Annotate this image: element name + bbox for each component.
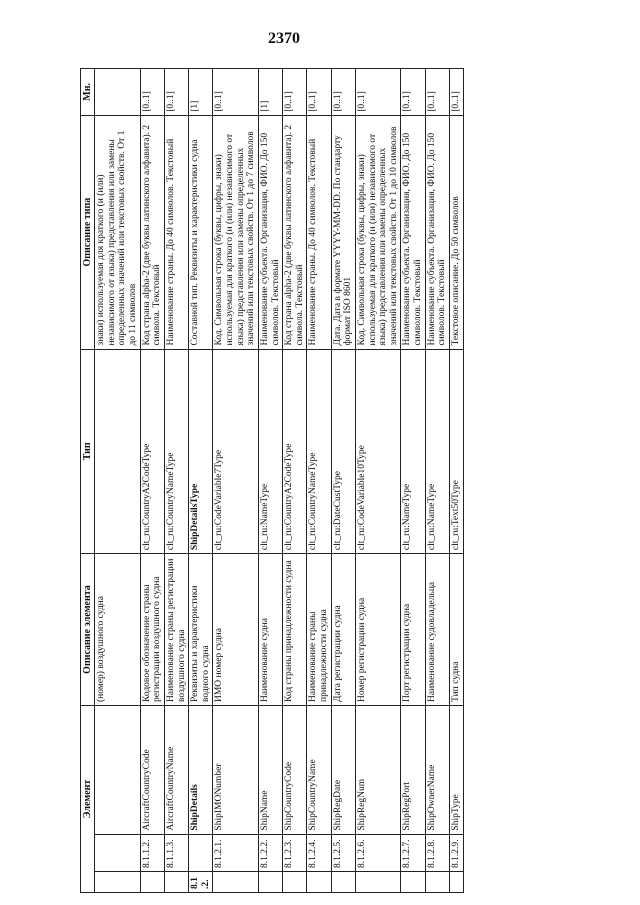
row-level2-number: 8.1.2.1. — [213, 834, 259, 871]
row-type-desc: Код. Символьная строка (буквы, цифры, знаки) используемая для краткого (и (или) независимого от языка) представления или замены определенных значений или текстовых свойств. От 1 до 10 символов — [355, 115, 401, 349]
row-multiplicity: [0..1] — [331, 69, 355, 116]
row-element-name: ShipCountryCode — [283, 706, 307, 835]
row-level1-number — [283, 871, 307, 892]
row-level2-number: 8.1.2.5. — [331, 834, 355, 871]
row-element-desc: Наименование страны регистрации воздушного судна — [164, 554, 188, 706]
row-element-name: ShipType — [449, 706, 463, 835]
row-element-name: ShipOwnerName — [425, 706, 449, 835]
row-type-desc: знаки) используемая для краткого (и (или) независимого от языка) представления или замены определенных значений или текстовых свойств. От 1 до 11 символов — [95, 115, 141, 349]
row-level1-number — [355, 871, 401, 892]
row-element-desc: Тип судна — [449, 554, 463, 706]
row-type: clt_ru:CountryA2CodeType — [283, 349, 307, 554]
row-type-desc: Наименование страны. До 40 символов. Текстовый — [164, 115, 188, 349]
row-level1-number: 8.1.2. — [189, 871, 213, 892]
table-row — [307, 69, 331, 893]
header-type-desc: Описание типа — [81, 115, 95, 349]
row-element-desc: Дата регистрации судна — [331, 554, 355, 706]
table-body — [95, 69, 463, 893]
row-type-desc: Наименование субъекта. Организация, ФИО. До 150 символов. Текстовый — [401, 115, 425, 349]
row-element-name: ShipIMONumber — [213, 706, 259, 835]
row-element-desc: Наименование судна — [258, 554, 282, 706]
row-level1-number — [95, 871, 141, 892]
page-number: 2370 — [268, 30, 300, 47]
header-element: Элемент — [81, 706, 95, 893]
row-element-name: ShipName — [258, 706, 282, 835]
schema-table — [80, 68, 464, 893]
row-type-desc: Наименование субъекта. Организация, ФИО. До 150 символов. Текстовый — [425, 115, 449, 349]
row-type: clt_ru:CountryNameType — [307, 349, 331, 554]
row-type: clt_ru:NameType — [258, 349, 282, 554]
row-element-desc: Кодовое обозначение страны регистрации воздушного судна — [140, 554, 164, 706]
row-element-name: ShipCountryName — [307, 706, 331, 835]
table-row — [425, 69, 449, 893]
row-element-name: ShipDetails — [189, 706, 213, 835]
row-type: clt_ru:DateCustType — [331, 349, 355, 554]
row-level2-number: 8.1.1.2. — [140, 834, 164, 871]
row-element-desc: Код страны принадлежности судна — [283, 554, 307, 706]
row-type: ShipDetailsType — [189, 349, 213, 554]
table-row — [283, 69, 307, 893]
row-type: clt_ru:NameType — [425, 349, 449, 554]
row-element-name: AircraftCountryCode — [140, 706, 164, 835]
row-type-desc: Текстовое описание. До 50 символов — [449, 115, 463, 349]
header-element-desc: Описание элемента — [81, 554, 95, 706]
row-level2-number: 8.1.2.2. — [258, 834, 282, 871]
row-multiplicity — [95, 69, 141, 116]
row-level1-number — [307, 871, 331, 892]
row-element-desc: (номер) воздушного судна — [95, 554, 141, 706]
row-type: clt_ru:CodeVariable10Type — [355, 349, 401, 554]
row-multiplicity: [0..1] — [213, 69, 259, 116]
row-type: clt_ru:NameType — [401, 349, 425, 554]
row-element-name — [95, 706, 141, 835]
row-element-desc: Наименование страны принадлежности судна — [307, 554, 331, 706]
row-level2-number: 8.1.2.8. — [425, 834, 449, 871]
row-type: clt_ru:CodeVariable7Type — [213, 349, 259, 554]
table-row — [213, 69, 259, 893]
table-row — [164, 69, 188, 893]
table-row — [355, 69, 401, 893]
table-row — [449, 69, 463, 893]
row-level2-number: 8.1.2.7. — [401, 834, 425, 871]
row-type-desc: Составной тип. Реквизиты и характеристики судна — [189, 115, 213, 349]
rotated-table-wrapper — [80, 68, 600, 893]
header-mn: Мн. — [81, 69, 95, 116]
row-level1-number — [401, 871, 425, 892]
row-type-desc: Дата. Дата в формате YYYY-MM-DD. По стандарту формат ISO 8601 — [331, 115, 355, 349]
row-type: clt_ru:CountryNameType — [164, 349, 188, 554]
row-multiplicity: [1] — [258, 69, 282, 116]
row-element-name: ShipRegPort — [401, 706, 425, 835]
row-type-desc: Код. Символьная строка (буквы, цифры, знаки) используемая для краткого (и (или) независимого от языка) представления или замены определенных значений или текстовых свойств. От 1 до 7 символов — [213, 115, 259, 349]
row-type-desc: Код страна alpha-2 (две буквы латинского алфавита). 2 символа. Текстовый — [283, 115, 307, 349]
row-type: clt_ru:Text50Type — [449, 349, 463, 554]
row-element-desc: Наименование судовладельца — [425, 554, 449, 706]
row-level2-number: 8.1.2.9. — [449, 834, 463, 871]
row-level2-number — [95, 834, 141, 871]
row-level1-number — [164, 871, 188, 892]
table-row — [95, 69, 141, 893]
row-level2-number — [189, 834, 213, 871]
row-level2-number: 8.1.2.3. — [283, 834, 307, 871]
row-multiplicity: [0..1] — [140, 69, 164, 116]
row-level2-number: 8.1.2.6. — [355, 834, 401, 871]
row-multiplicity: [0..1] — [401, 69, 425, 116]
table-row — [189, 69, 213, 893]
row-type — [95, 349, 141, 554]
row-element-desc: Порт регистрации судна — [401, 554, 425, 706]
table-row — [258, 69, 282, 893]
row-multiplicity: [0..1] — [449, 69, 463, 116]
table-row — [401, 69, 425, 893]
row-type-desc: Код страна alpha-2 (две буквы латинского алфавита). 2 символа. Текстовый — [140, 115, 164, 349]
row-level2-number: 8.1.1.3. — [164, 834, 188, 871]
row-level1-number — [331, 871, 355, 892]
row-element-name: AircraftCountryName — [164, 706, 188, 835]
row-element-name: ShipRegNum — [355, 706, 401, 835]
row-type: clt_ru:CountryA2CodeType — [140, 349, 164, 554]
row-level1-number — [213, 871, 259, 892]
row-level1-number — [425, 871, 449, 892]
row-level2-number: 8.1.2.4. — [307, 834, 331, 871]
row-multiplicity: [0..1] — [164, 69, 188, 116]
row-multiplicity: [1] — [189, 69, 213, 116]
table-row — [331, 69, 355, 893]
row-type-desc: Наименование страны. До 40 символов. Текстовый — [307, 115, 331, 349]
row-element-desc: Реквизиты и характеристики водного судна — [189, 554, 213, 706]
rotated-table-container — [80, 68, 600, 893]
table-header-row — [81, 69, 95, 893]
row-multiplicity: [0..1] — [425, 69, 449, 116]
row-multiplicity: [0..1] — [283, 69, 307, 116]
header-type: Тип — [81, 349, 95, 554]
row-element-desc: ИМО номер судна — [213, 554, 259, 706]
row-type-desc: Наименование субъекта. Организация, ФИО. До 150 символов. Текстовый — [258, 115, 282, 349]
row-multiplicity: [0..1] — [307, 69, 331, 116]
row-element-desc: Номер регистрации судна — [355, 554, 401, 706]
row-level1-number — [449, 871, 463, 892]
table-row — [140, 69, 164, 893]
row-level1-number — [258, 871, 282, 892]
row-element-name: ShipRegDate — [331, 706, 355, 835]
row-multiplicity: [0..1] — [355, 69, 401, 116]
row-level1-number — [140, 871, 164, 892]
